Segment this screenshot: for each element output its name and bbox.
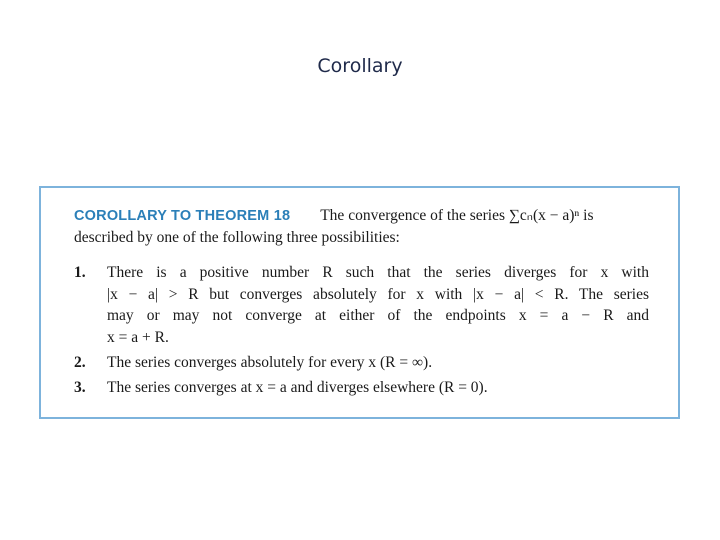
item-line: x = a + R. <box>107 328 169 346</box>
item-number: 3. <box>74 379 86 396</box>
item-line: The series converges at x = a and diverges elsewhere (R = 0). <box>107 379 488 396</box>
slide-title: Corollary <box>317 55 403 77</box>
list-item-1 <box>74 262 649 348</box>
item-line: |x − a| > R but converges absolutely for x with |x − a| < R. The series <box>107 285 649 303</box>
statement-text-1: The convergence of the series ∑cₙ(x − a)ⁿ is <box>320 207 594 224</box>
item-text <box>107 352 649 374</box>
corollary-heading: COROLLARY TO THEOREM 18 <box>74 208 291 224</box>
corollary-statement <box>74 205 654 249</box>
item-number: 1. <box>74 264 86 281</box>
list-item-3 <box>74 377 649 399</box>
statement-line-2: described by one of the following three possibilities: <box>74 229 400 246</box>
item-text <box>107 377 649 399</box>
item-line: There is a positive number R such that the series diverges for x with <box>107 264 649 281</box>
item-line: The series converges absolutely for every x (R = ∞). <box>107 354 433 371</box>
corollary-box <box>39 186 680 419</box>
item-number: 2. <box>74 354 86 371</box>
item-text <box>107 262 649 348</box>
list-item-2 <box>74 352 649 374</box>
item-line: may or may not converge at either of the endpoints x = a − R and <box>107 307 649 324</box>
statement-line-1 <box>74 205 654 227</box>
